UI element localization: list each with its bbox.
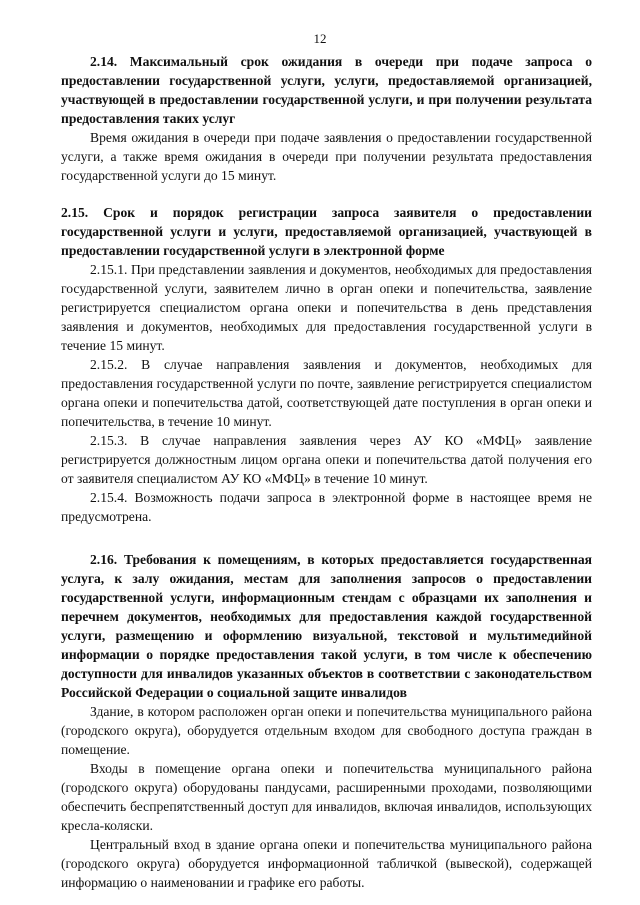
paragraph: Время ожидания в очереди при подаче заявления о предоставлении государственной услуги, а также время ожидания в очереди при получении результата предоставления государственной услуги до 15 минут. <box>61 130 592 183</box>
document-body <box>61 52 592 892</box>
section-spacer <box>61 526 592 550</box>
paragraph: Центральный вход в здание органа опеки и попечительства муниципального района (городского округа) оборудуется информационной табличкой (вывеской), содержащей информацию о наименовании и графике его работы. <box>61 837 592 890</box>
paragraph: 2.15.2. В случае направления заявления и документов, необходимых для предоставления государственной услуги по почте, заявление регистрируется специалистом органа опеки и попечительства датой, соответствующей дате поступления в орган опеки и попечительства, в течение 10 минут. <box>61 357 592 429</box>
section-heading-2-14: 2.14. Максимальный срок ожидания в очереди при подаче запроса о предоставлении государственной услуги, услуги, предоставляемой организацией, участвующей в предоставлении государственной услуги, и при получении результата предоставления таких услуг <box>61 54 592 126</box>
paragraph: 2.15.1. При представлении заявления и документов, необходимых для предоставления государственной услуги, заявителем лично в орган опеки и попечительства, заявление регистрируется специалистом органа опеки и попечительства в день представления заявления и документов, необходимых для предоставления государственной услуги в течение 15 минут. <box>61 262 592 353</box>
section-heading-2-15: 2.15. Срок и порядок регистрации запроса заявителя о предоставлении государственной услуги и услуги, предоставляемой организацией, участвующей в предоставлении государственной услуги в электронной форме <box>61 205 592 258</box>
paragraph: Входы в помещение органа опеки и попечительства муниципального района (городского округа) оборудованы пандусами, расширенными проходами, позволяющими обеспечить беспрепятственный доступ для инвалидов, включая инвалидов, использующих кресла-коляски. <box>61 761 592 833</box>
paragraph: 2.15.3. В случае направления заявления через АУ КО «МФЦ» заявление регистрируется должностным лицом органа опеки и попечительства датой получения его от заявителя специалистом АУ КО «МФЦ» в течение 10 минут. <box>61 433 592 486</box>
paragraph: Здание, в котором расположен орган опеки и попечительства муниципального района (городского округа), оборудуется отдельным входом для свободного доступа граждан в помещение. <box>61 704 592 757</box>
page-number: 12 <box>313 31 327 46</box>
paragraph: 2.15.4. Возможность подачи запроса в электронной форме в настоящее время не предусмотрена. <box>61 490 592 524</box>
section-heading-2-16: 2.16. Требования к помещениям, в которых предоставляется государственная услуга, к залу ожидания, местам для заполнения запросов о предоставлении государственной услуги, информационным стендам с образцами их заполнения и перечнем документов, необходимых для предоставления каждой государственной услуги, размещению и оформлению визуальной, текстовой и мультимедийной информации о порядке предоставления такой услуги, в том числе к обеспечению доступности для инвалидов указанных объектов в соответствии с законодательством Российской Федерации о социальной защите инвалидов <box>61 552 592 700</box>
section-spacer <box>61 185 592 203</box>
